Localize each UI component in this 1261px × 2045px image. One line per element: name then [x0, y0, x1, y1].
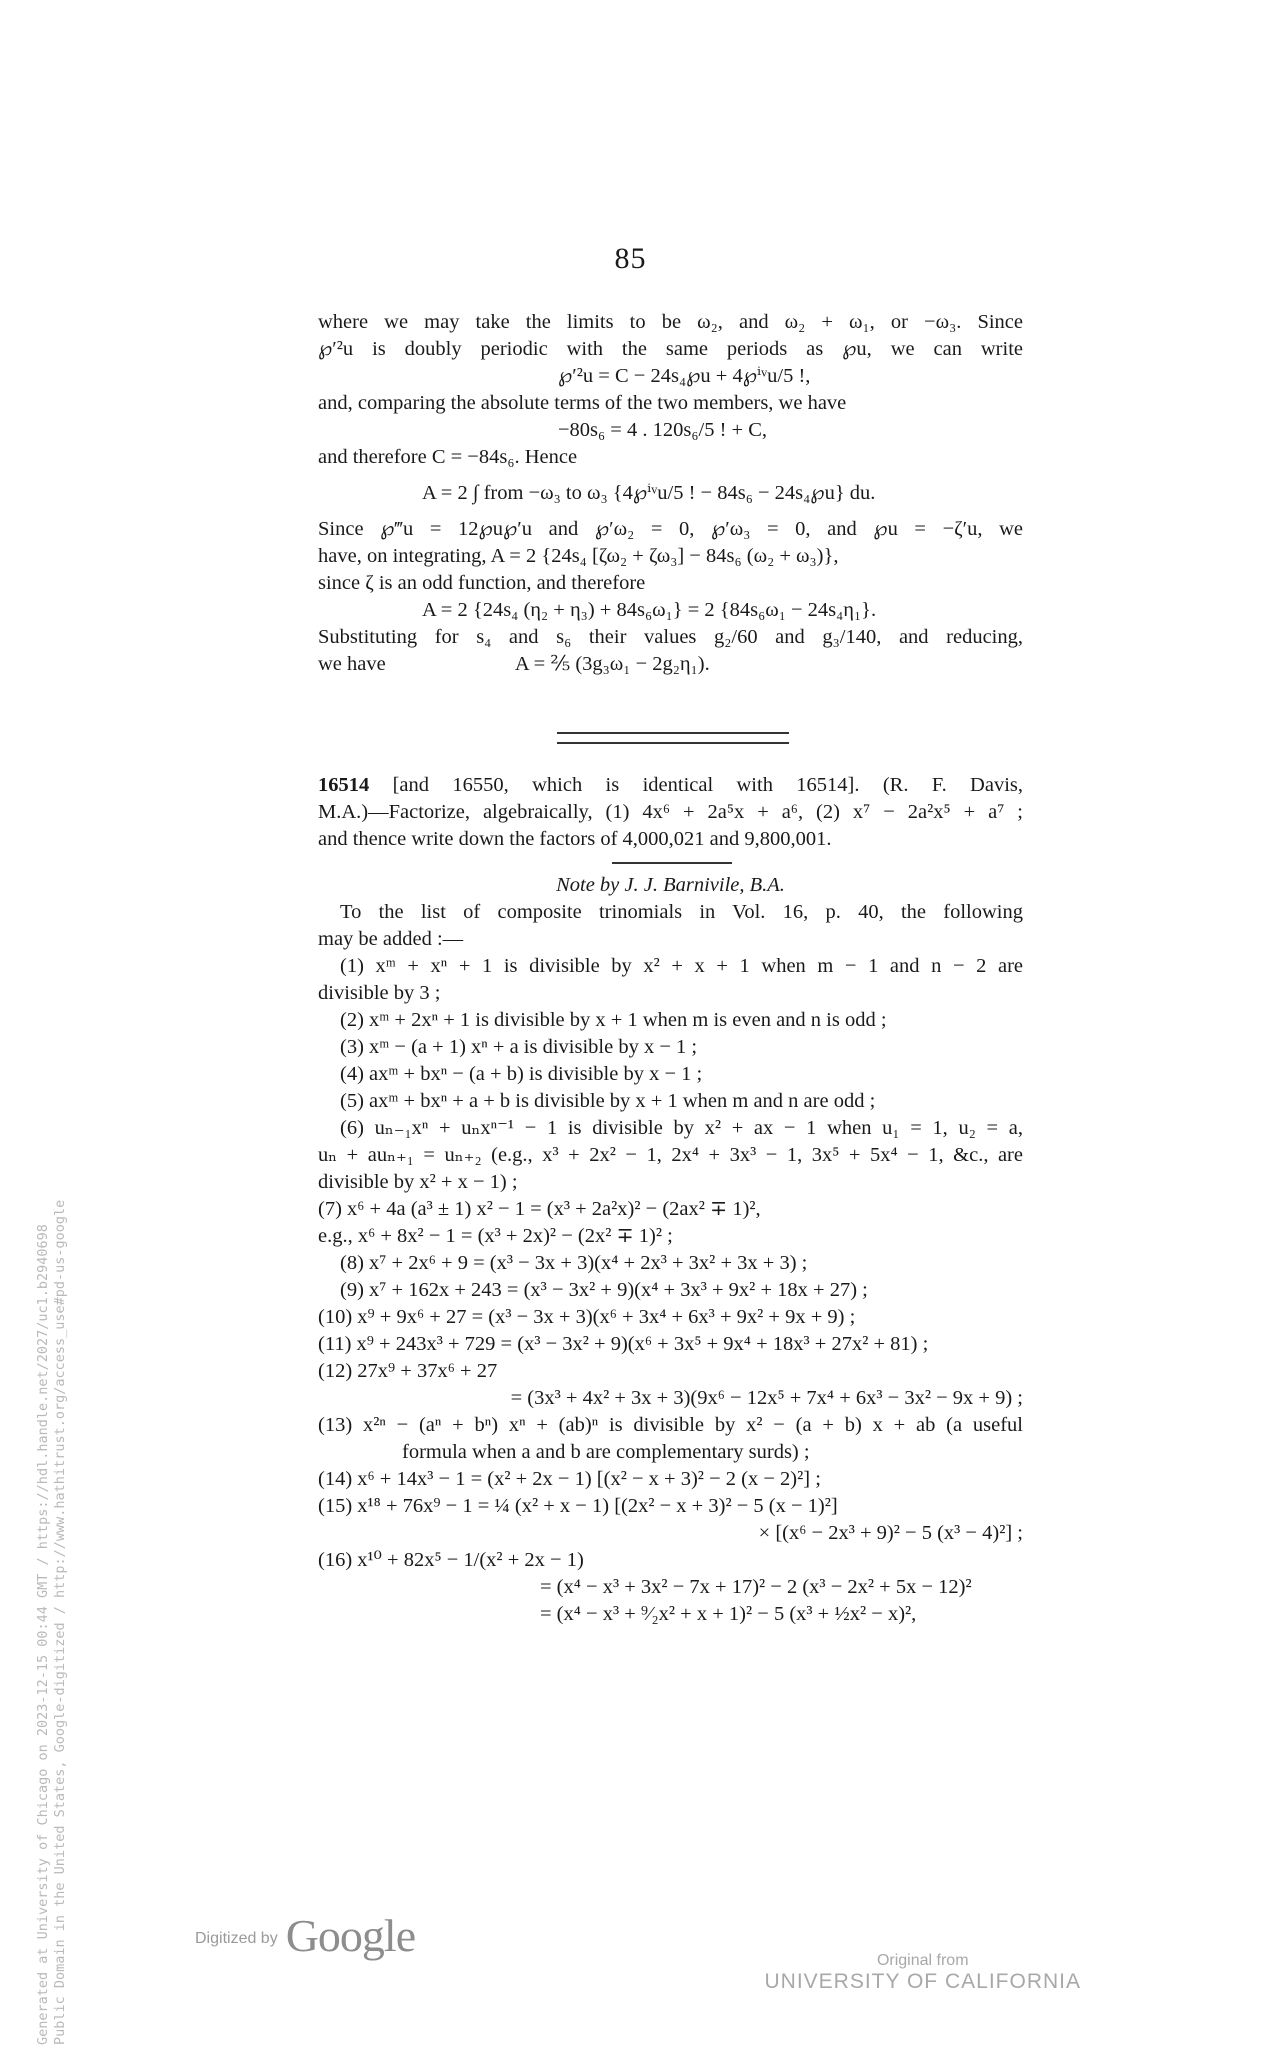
section-divider — [557, 732, 789, 744]
list-item: (11) x⁹ + 243x³ + 729 = (x³ − 3x² + 9)(x⁶ + 3x⁵ + 9x⁴ + 18x³ + 27x² + 81) ; — [318, 1333, 929, 1355]
list-item: (13) x²ⁿ − (aⁿ + bⁿ) xⁿ + (ab)ⁿ is divisible by x² − (a + b) x + ab (a useful — [318, 1414, 1023, 1436]
equation-line: A = 2 {24s₄ (η₂ + η₃) + 84s₆ω₁} = 2 {84s₆ω₁ − 24s₄η₁}. — [422, 599, 877, 621]
hathitrust-watermark — [35, 1145, 105, 2045]
equation-line: = (x⁴ − x³ + ⁹⁄₂x² + x + 1)² − 5 (x³ + ½x² − x)², — [540, 1603, 917, 1625]
text-line: divisible by x² + x − 1) ; — [318, 1171, 518, 1193]
problem-statement — [318, 772, 1023, 853]
page-number: 85 — [614, 242, 647, 275]
text-line: and, comparing the absolute terms of the two members, we have — [318, 392, 847, 414]
list-item: (1) xᵐ + xⁿ + 1 is divisible by x² + x + 1 when m − 1 and n − 2 are — [340, 955, 1023, 977]
result-line — [318, 651, 1023, 678]
list-item: (2) xᵐ + 2xⁿ + 1 is divisible by x + 1 when m is even and n is odd ; — [340, 1009, 887, 1031]
section-divider — [612, 862, 732, 864]
original-label: Original from — [876, 1952, 969, 1969]
equation-line: = (3x³ + 4x² + 3x + 3)(9x⁶ − 12x⁵ + 7x⁴ + 6x³ − 3x² − 9x + 9) ; — [510, 1387, 1023, 1409]
watermark-line: Generated at University of Chicago on 2023-12-15 00:44 GMT / https://hdl.handle.net/2027/uc1.b2940698 — [35, 1224, 51, 2045]
text-line: e.g., x⁶ + 8x² − 1 = (x³ + 2x)² − (2x² ∓ 1)² ; — [318, 1225, 673, 1247]
equation-line: ℘′²u = C − 24s₄℘u + 4℘ⁱᵛu/5 !, — [558, 365, 811, 387]
list-item: (6) uₙ₋₁xⁿ + uₙxⁿ⁻¹ − 1 is divisible by x² + ax − 1 when u₁ = 1, u₂ = a, — [340, 1117, 1023, 1139]
problem-line: M.A.)—Factorize, algebraically, (1) 4x⁶ + 2a⁵x + a⁶, (2) x⁷ − 2a²x⁵ + a⁷ ; — [318, 801, 1023, 823]
problem-line — [318, 772, 1023, 799]
list-item: (16) x¹⁰ + 82x⁵ − 1/(x² + 2x − 1) — [318, 1549, 584, 1571]
text-line: To the list of composite trinomials in Vol. 16, p. 40, the following — [340, 901, 1023, 923]
text-line: Substituting for s₄ and s₆ their values g₂/60 and g₃/140, and reducing, — [318, 626, 1023, 648]
list-item: (3) xᵐ − (a + 1) xⁿ + a is divisible by x − 1 ; — [340, 1036, 698, 1058]
result-lead: we have — [318, 653, 386, 675]
solution-continuation — [318, 309, 1023, 678]
watermark-line: Public Domain in the United States, Google-digitized / http://www.hathitrust.org/access_use#pd-us-google — [52, 1199, 68, 2045]
list-item: (8) x⁷ + 2x⁶ + 9 = (x³ − 3x + 3)(x⁴ + 2x³ + 3x² + 3x + 3) ; — [340, 1252, 808, 1274]
text-line: Since ℘‴u = 12℘u℘′u and ℘′ω₂ = 0, ℘′ω₃ = 0, and ℘u = −ζ′u, we — [318, 518, 1023, 540]
list-item: (5) axᵐ + bxⁿ + a + b is divisible by x + 1 when m and n are odd ; — [340, 1090, 876, 1112]
digitized-by-google — [195, 1902, 415, 1962]
text-line: formula when a and b are complementary surds) ; — [402, 1441, 810, 1463]
list-item: (4) axᵐ + bxⁿ − (a + b) is divisible by x − 1 ; — [340, 1063, 703, 1085]
text-line: uₙ + auₙ₊₁ = uₙ₊₂ (e.g., x³ + 2x² − 1, 2x⁴ + 3x³ − 1, 3x⁵ + 5x⁴ − 1, &c., are — [318, 1144, 1023, 1166]
institution-name: UNIVERSITY OF CALIFORNIA — [764, 1970, 1081, 1993]
list-item: (9) x⁷ + 162x + 243 = (x³ − 3x² + 9)(x⁴ + 3x³ + 9x² + 18x + 27) ; — [340, 1279, 868, 1301]
problem-text: [and 16550, which is identical with 16514]. (R. F. Davis, — [392, 774, 1024, 796]
list-item: (12) 27x⁹ + 37x⁶ + 27 — [318, 1360, 498, 1382]
result-formula: A = ⅖ (3g₃ω₁ − 2g₂η₁). — [514, 653, 710, 675]
text-line: divisible by 3 ; — [318, 982, 441, 1004]
text-line: and therefore C = −84s₆. Hence — [318, 446, 578, 468]
equation-line: × [(x⁶ − 2x³ + 9)² − 5 (x³ − 4)²] ; — [758, 1522, 1023, 1544]
problem-number: 16514 — [318, 774, 370, 796]
text-line: have, on integrating, A = 2 {24s₄ [ζω₂ + ζω₃] − 84s₆ (ω₂ + ω₃)}, — [318, 545, 839, 567]
text-line: since ζ is an odd function, and therefore — [318, 572, 646, 594]
digitized-label: Digitized by — [195, 1930, 278, 1947]
text-line: may be added :— — [318, 928, 464, 950]
note-body — [318, 899, 1023, 1628]
list-item: (10) x⁹ + 9x⁶ + 27 = (x³ − 3x + 3)(x⁶ + 3x⁴ + 6x³ + 9x² + 9x + 9) ; — [318, 1306, 856, 1328]
note-heading: Note by J. J. Barnivile, B.A. — [556, 874, 785, 896]
text-line: where we may take the limits to be ω₂, and ω₂ + ω₁, or −ω₃. Since — [318, 311, 1023, 333]
list-item: (7) x⁶ + 4a (a³ ± 1) x² − 1 = (x³ + 2a²x)² − (2ax² ∓ 1)², — [318, 1198, 761, 1220]
original-from — [765, 1952, 1082, 1994]
integral-equation: A = 2 ∫ from −ω₃ to ω₃ {4℘ⁱᵛu/5 ! − 84s₆ − 24s₄℘u} du. — [422, 482, 876, 504]
google-logo: Google — [285, 1910, 416, 1961]
equation-line: −80s₆ = 4 . 120s₆/5 ! + C, — [558, 419, 768, 441]
list-item: (15) x¹⁸ + 76x⁹ − 1 = ¼ (x² + x − 1) [(2x² − x + 3)² − 5 (x − 1)²] — [318, 1495, 838, 1517]
problem-line: and thence write down the factors of 4,000,021 and 9,800,001. — [318, 828, 832, 850]
equation-line: = (x⁴ − x³ + 3x² − 7x + 17)² − 2 (x³ − 2x² + 5x − 12)² — [540, 1576, 972, 1598]
text-line: ℘′²u is doubly periodic with the same periods as ℘u, we can write — [318, 338, 1023, 360]
list-item: (14) x⁶ + 14x³ − 1 = (x² + 2x − 1) [(x² − x + 3)² − 2 (x − 2)²] ; — [318, 1468, 821, 1490]
